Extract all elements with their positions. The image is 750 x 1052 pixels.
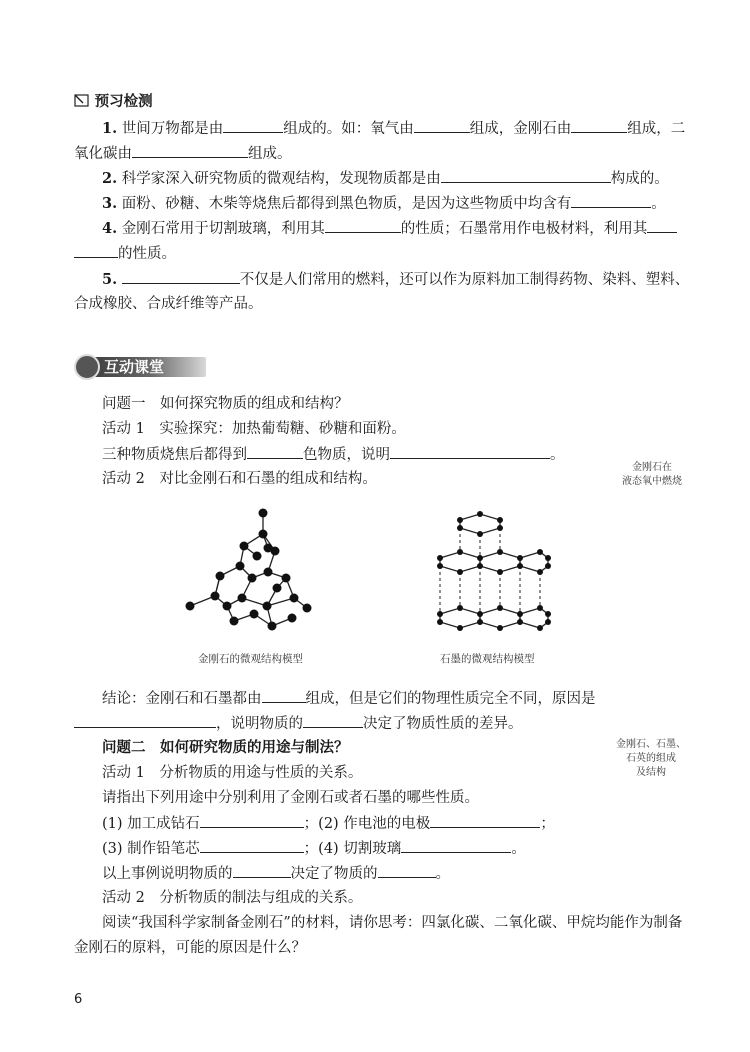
uses-line-1: (1) 加工成钻石 ；(2) 作电池的电极 ； xyxy=(102,813,555,834)
problem-1: 问题一 如何探究物质的组成和结构？ xyxy=(102,396,349,412)
answer-blank[interactable] xyxy=(430,813,540,828)
answer-blank[interactable] xyxy=(247,444,303,459)
preview-header xyxy=(74,92,153,112)
answer-blank[interactable] xyxy=(401,838,511,853)
activity-2-1: 活动 1 分析物质的用途与性质的关系。 xyxy=(102,765,363,781)
graphite-caption: 石墨的微观结构模型 xyxy=(440,653,535,665)
question-1-cont: 氧化碳由 组成。 xyxy=(74,143,292,164)
answer-blank[interactable] xyxy=(303,713,363,728)
reading-line-1: 阅读“我国科学家制备金刚石”的材料，请你思考：四氯化碳、二氧化碳、甲烷均能作为制备 xyxy=(102,915,683,931)
conclusion: 结论：金刚石和石墨都由 组成，但是它们的物理性质完全不同，原因是 xyxy=(102,688,596,709)
answer-blank[interactable] xyxy=(325,218,401,233)
diamond-caption: 金刚石的微观结构模型 xyxy=(198,653,303,665)
page-number: 6 xyxy=(74,992,83,1007)
conclusion-cont: ，说明物质的 决定了物质性质的差异。 xyxy=(74,713,523,734)
summary-line: 以上事例说明物质的 决定了物质的 。 xyxy=(102,863,450,884)
answer-blank[interactable] xyxy=(390,444,550,459)
answer-blank[interactable] xyxy=(132,143,248,158)
answer-blank[interactable] xyxy=(571,118,627,133)
answer-blank[interactable] xyxy=(647,218,677,233)
answer-blank[interactable] xyxy=(223,118,283,133)
question-4: 4. 金刚石常用于切割玻璃，利用其 的性质；石墨常用作电极材料，利用其 xyxy=(102,218,677,239)
interactive-title: 互动课堂 xyxy=(104,358,165,376)
activity-2: 活动 2 对比金刚石和石墨的组成和结构。 xyxy=(102,471,377,487)
problem-2: 问题二 如何研究物质的用途与制法？ xyxy=(102,739,349,756)
answer-blank[interactable] xyxy=(441,168,611,183)
side-note-structures: 金刚石、石墨、 石英的组成 及结构 xyxy=(616,739,686,778)
flower-badge-icon xyxy=(74,354,100,380)
question-5: 5. 不仅是人们常用的燃料，还可以作为原料加工制得药物、染料、塑料、 xyxy=(102,271,690,288)
activity-1-result: 三种物质烧焦后都得到 色物质，说明 。 xyxy=(102,444,565,465)
question-1: 1. 世间万物都是由 组成的。如：氧气由 组成，金刚石由 组成，二 xyxy=(102,120,686,137)
answer-blank[interactable] xyxy=(74,243,118,258)
activity-1: 活动 1 实验探究：加热葡萄糖、砂糖和面粉。 xyxy=(102,421,406,437)
answer-blank[interactable] xyxy=(74,713,216,728)
answer-blank[interactable] xyxy=(200,838,304,853)
activity-2-2: 活动 2 分析物质的制法与组成的关系。 xyxy=(102,890,363,906)
answer-blank[interactable] xyxy=(262,688,306,703)
pencil-note-icon xyxy=(74,94,90,108)
question-2: 2. 科学家深入研究物质的微观结构，发现物质都是由 构成的。 xyxy=(102,170,669,187)
graphite-structure-figure xyxy=(430,510,555,640)
interactive-banner xyxy=(74,354,214,380)
uses-line-2: (3) 制作铅笔芯 ；(4) 切割玻璃 。 xyxy=(102,838,526,859)
answer-blank[interactable] xyxy=(378,863,436,878)
reading-line-2: 金刚石的原料，可能的原因是什么？ xyxy=(74,940,306,956)
answer-blank[interactable] xyxy=(571,193,651,208)
side-note-diamond-burning: 金刚石在 液态氧中燃烧 xyxy=(622,462,682,487)
answer-blank[interactable] xyxy=(414,118,470,133)
ask-line: 请指出下列用途中分别利用了金刚石或者石墨的哪些性质。 xyxy=(102,790,479,806)
answer-blank[interactable] xyxy=(122,269,240,284)
question-3: 3. 面粉、砂糖、木柴等烧焦后都得到黑色物质，是因为这些物质中均含有 。 xyxy=(102,195,666,212)
diamond-structure-figure xyxy=(182,506,322,641)
preview-title: 预习检测 xyxy=(94,94,153,110)
question-4-cont: 的性质。 xyxy=(74,243,176,264)
answer-blank[interactable] xyxy=(233,863,291,878)
answer-blank[interactable] xyxy=(200,813,304,828)
question-5-cont: 合成橡胶、合成纤维等产品。 xyxy=(74,296,263,312)
